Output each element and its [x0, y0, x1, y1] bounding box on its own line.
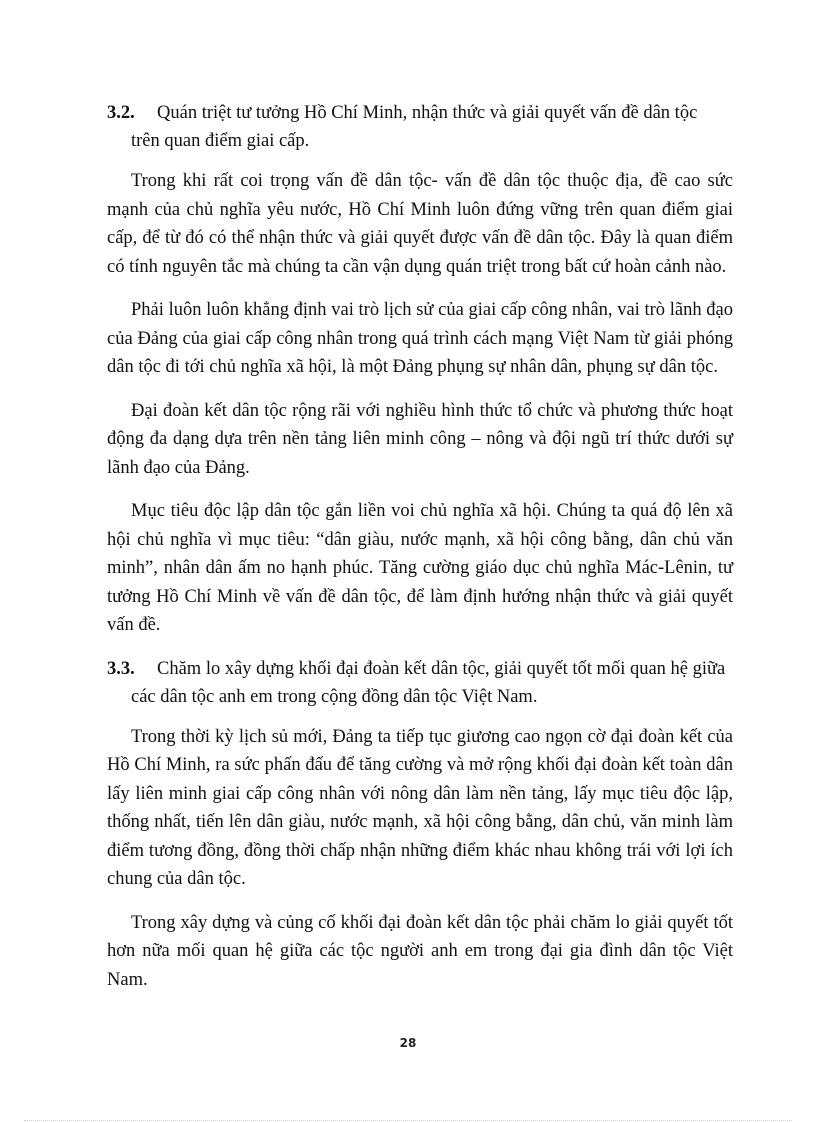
section-title-line2: trên quan điểm giai cấp.: [131, 131, 310, 151]
section-title: [131, 99, 733, 155]
section-title: [131, 655, 733, 711]
paragraph: Đại đoàn kết dân tộc rộng rãi với nghiều hình thức tổ chức và phương thức hoạt động đa dạng dựa trên nền tảng liên minh công – nông và đội ngũ trí thức dưới sự lãnh đạo của Đảng.: [107, 400, 733, 478]
paragraph: Trong xây dựng và củng cố khối đại đoàn kết dân tộc phải chăm lo giải quyết tốt hơn nữa mối quan hệ giữa các tộc người anh em trong đại gia đình dân tộc Việt Nam.: [107, 912, 733, 990]
page-number: 28: [399, 1036, 417, 1050]
page-bottom-divider: [24, 1120, 792, 1121]
section-title-line2: các dân tộc anh em trong cộng đồng dân tộc Việt Nam.: [131, 686, 538, 707]
section-title-line1: Quán triệt tư tưởng Hồ Chí Minh, nhận thức và giải quyết vấn đề dân tộc: [157, 103, 698, 123]
section-number: 3.2.: [107, 103, 135, 123]
paragraph: Mục tiêu độc lập dân tộc gắn liền voi chủ nghĩa xã hội. Chúng ta quá độ lên xã hội chủ nghĩa vì mục tiêu: “dân giàu, nước mạnh, xã hội công bằng, dân chủ văn minh”, nhân dân ấm no hạnh phúc. Tăng cường giáo dục chủ nghĩa Mác-Lênin, tư tưởng Hồ Chí Minh về vấn đề dân tộc, để làm định hướng nhận thức và giải quyết vấn đề.: [107, 501, 733, 635]
section-heading-3-2: [107, 99, 733, 155]
page-content: [107, 99, 733, 1009]
section-number: 3.3.: [107, 658, 135, 679]
paragraph: Phải luôn luôn khẳng định vai trò lịch sử của giai cấp công nhân, vai trò lãnh đạo của Đảng của giai cấp công nhân trong quá trình cách mạng Việt Nam từ giải phóng dân tộc đi tới chủ nghĩa xã hội, là một Đảng phụng sự nhân dân, phụng sự dân tộc.: [107, 300, 733, 377]
paragraph: Trong khi rất coi trọng vấn đề dân tộc- vấn đề dân tộc thuộc địa, đề cao sức mạnh của chủ nghĩa yêu nước, Hồ Chí Minh luôn đứng vững trên quan điểm giai cấp, để từ đó có thể nhận thức và giải quyết được vấn đề dân tộc. Đây là quan điểm có tính nguyên tắc mà chúng ta cần vận dụng quán triệt trong bất cứ hoàn cảnh nào.: [107, 171, 733, 277]
section-title-line1: Chăm lo xây dựng khối đại đoàn kết dân tộc, giải quyết tốt mối quan hệ giữa: [157, 658, 726, 679]
paragraph: Trong thời kỳ lịch sủ mới, Đảng ta tiếp tục giương cao ngọn cờ đại đoàn kết của Hồ Chí Minh, ra sức phấn đấu để tăng cường và mở rộng khối đại đoàn kết toàn dân lấy liên minh giai cấp công nhân với nông dân làm nền tảng, lấy mục tiêu độc lập, thống nhất, tiến lên dân giàu, nước mạnh, xã hội công bằng, dân chủ, văn minh làm điểm tương đồng, đồng thời chấp nhận những điểm khác nhau không trái với lợi ích chung của dân tộc.: [107, 726, 733, 889]
section-heading-3-3: [107, 655, 733, 711]
